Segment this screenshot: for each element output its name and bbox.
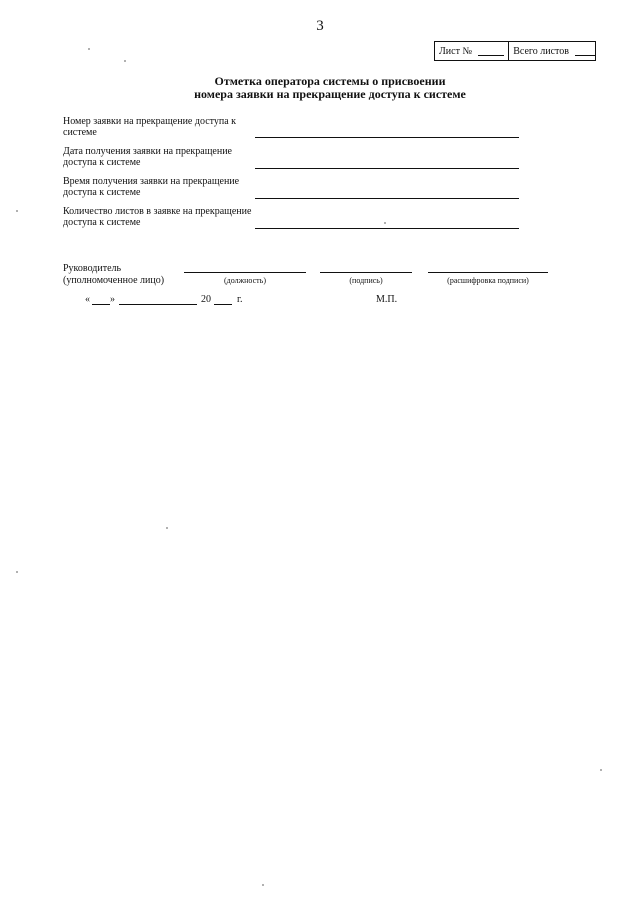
total-sheets-label: Всего листов xyxy=(513,45,569,57)
scan-speck xyxy=(166,527,168,529)
field-receipt-time-label xyxy=(63,176,258,198)
signature-decoding-caption: (расшифровка подписи) xyxy=(447,276,529,285)
date-month-blank xyxy=(119,304,197,305)
date-open-quote: « xyxy=(85,294,90,305)
title-line-2: номера заявки на прекращение доступа к системе xyxy=(194,87,466,101)
position-line xyxy=(184,272,306,273)
field-label-line: системе xyxy=(63,127,97,138)
date-day-blank xyxy=(92,304,110,305)
field-receipt-time-line xyxy=(255,198,519,199)
title-line-1: Отметка оператора системы о присвоении xyxy=(214,74,446,88)
signatory-role: Руководитель xyxy=(63,263,122,274)
signature-caption: (подпись) xyxy=(349,276,383,285)
date-close-quote: » xyxy=(110,294,115,305)
field-sheet-count-line xyxy=(255,228,519,229)
sheet-number-blank xyxy=(478,46,504,56)
signatory-role-note: (уполномоченное лицо) xyxy=(63,275,165,286)
sheet-number-box xyxy=(434,41,596,61)
scan-speck xyxy=(384,222,386,224)
scan-speck xyxy=(16,210,18,212)
date-year-blank xyxy=(214,304,232,305)
scan-speck xyxy=(600,769,602,771)
scan-speck xyxy=(88,48,90,50)
signatory-label xyxy=(63,263,164,287)
stamp-placeholder: М.П. xyxy=(376,294,398,305)
sheet-number-cell xyxy=(435,42,509,60)
field-label-line: доступа к системе xyxy=(63,157,141,168)
position-caption: (должность) xyxy=(224,276,266,285)
field-label-line: Номер заявки на прекращение доступа к xyxy=(63,116,237,127)
field-label-line: Дата получения заявки на прекращение xyxy=(63,146,232,157)
field-label-line: доступа к системе xyxy=(63,217,141,228)
total-sheets-cell xyxy=(509,42,595,60)
date-year-prefix: 20 xyxy=(201,294,211,305)
total-sheets-blank xyxy=(575,46,595,56)
field-label-line: доступа к системе xyxy=(63,187,141,198)
field-label-line: Количество листов в заявке на прекращение xyxy=(63,206,252,217)
field-receipt-date-label xyxy=(63,146,258,168)
scan-speck xyxy=(262,884,264,886)
page-number: 3 xyxy=(316,18,324,34)
signature-decoding-line xyxy=(428,272,548,273)
field-label-line: Время получения заявки на прекращение xyxy=(63,176,240,187)
date-year-suffix: г. xyxy=(237,294,243,305)
scan-speck xyxy=(124,60,126,62)
field-receipt-date-line xyxy=(255,168,519,169)
field-sheet-count-label xyxy=(63,206,258,228)
signature-line xyxy=(320,272,412,273)
scan-speck xyxy=(16,571,18,573)
field-request-number-label xyxy=(63,116,258,138)
form-title xyxy=(0,75,640,101)
sheet-number-label: Лист № xyxy=(439,45,472,57)
field-request-number-line xyxy=(255,137,519,138)
